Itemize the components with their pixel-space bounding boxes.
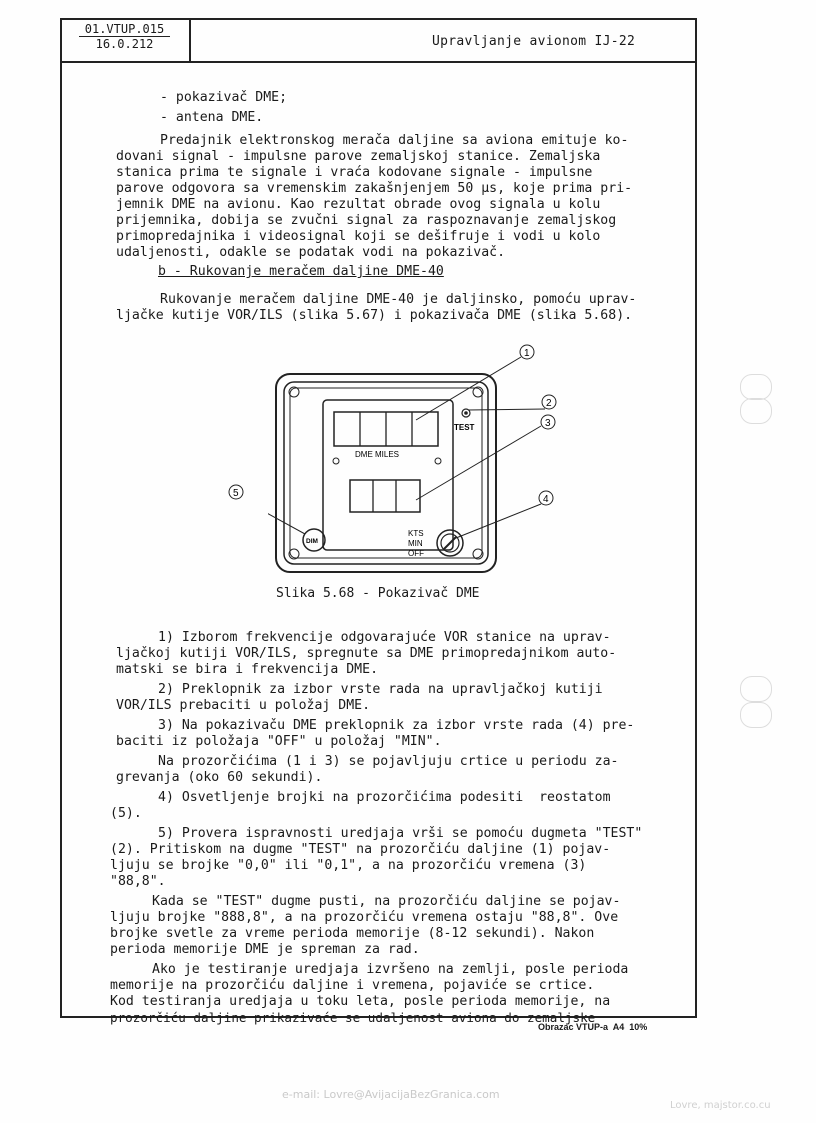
document-code-line2: 16.0.212 bbox=[95, 37, 154, 51]
step-line: perioda memorije DME je spreman za rad. bbox=[110, 942, 420, 957]
punch-hole-mark bbox=[740, 702, 772, 728]
leader-line bbox=[468, 409, 545, 410]
indicator-inner-bezel bbox=[284, 382, 488, 564]
svg-text:4: 4 bbox=[543, 494, 549, 505]
step-line: "88,8". bbox=[110, 874, 166, 889]
dim-label: DIM bbox=[306, 538, 318, 545]
step-line: memorije na prozorčiću daljine i vremena, pojaviće se crtice. bbox=[110, 978, 595, 993]
step-line: matski se bira i frekvencija DME. bbox=[116, 662, 379, 677]
step-line: Ako je testiranje uredjaja izvršeno na zemlji, posle perioda bbox=[152, 962, 629, 977]
body-line: dovani signal - impulsne parove zemaljskoj stanice. Zemaljska bbox=[116, 149, 601, 164]
callout-5 bbox=[226, 482, 246, 502]
body-line: jemnik DME na avionu. Kao rezultat obrade ovog signala u kolu bbox=[116, 197, 601, 212]
punch-hole-mark bbox=[740, 398, 772, 424]
figure-caption: Slika 5.68 - Pokazivač DME bbox=[276, 586, 480, 601]
display-panel bbox=[323, 400, 453, 550]
document-code-line1: 01.VTUP.015 bbox=[79, 22, 170, 37]
site-watermark: Lovre, majstor.co.cu bbox=[670, 1100, 771, 1111]
step-line: grevanja (oko 60 sekundi). bbox=[116, 770, 323, 785]
step-line: Kada se "TEST" dugme pusti, na prozorčiću daljine se pojav- bbox=[152, 894, 621, 909]
svg-text:1: 1 bbox=[524, 348, 530, 359]
intro-line: ljačke kutije VOR/ILS (slika 5.67) i pokazivača DME (slika 5.68). bbox=[116, 308, 633, 323]
body-line: Predajnik elektronskog merača daljine sa aviona emituje ko- bbox=[160, 133, 629, 148]
test-label: TEST bbox=[454, 423, 475, 432]
step-line: ljuju se brojke "0,0" ili "0,1", a na prozorčiću vremena (3) bbox=[110, 858, 587, 873]
step-line: (5). bbox=[110, 806, 142, 821]
section-heading: b - Rukovanje meračem daljine DME-40 bbox=[158, 264, 444, 279]
form-footer: Obrazac VTUP-a A4 10% bbox=[538, 1022, 648, 1032]
panel-screw bbox=[435, 458, 441, 464]
page-title: Upravljanje avionom IJ-22 bbox=[432, 34, 636, 49]
step-line: brojke svetle za vreme perioda memorije (8-12 sekundi). Nakon bbox=[110, 926, 595, 941]
punch-hole-mark bbox=[740, 374, 772, 400]
step-line: 4) Osvetljenje brojki na prozorčićima podesiti reostatom bbox=[158, 790, 611, 805]
leader-line bbox=[456, 504, 541, 538]
body-line: - antena DME. bbox=[160, 110, 264, 125]
email-watermark: e-mail: Lovre@AvijacijaBezGranica.com bbox=[282, 1088, 500, 1101]
step-line: ljuju brojke "888,8", a na prozorčiću vremena ostaju "88,8". Ove bbox=[110, 910, 619, 925]
step-line: Kod testiranja uredjaja u toku leta, posle perioda memorije, na bbox=[110, 994, 611, 1009]
intro-line: Rukovanje meračem daljine DME-40 je daljinsko, pomoću uprav- bbox=[160, 292, 637, 307]
step-line: (2). Pritiskom na dugme "TEST" na prozorčiću daljine (1) pojav- bbox=[110, 842, 611, 857]
body-line: stanica prima te signale i vraća kodovane signale - impulsne bbox=[116, 165, 593, 180]
body-line: parove odgovora sa vremenskim zakašnjenjem 50 µs, koje prima pri- bbox=[116, 181, 633, 196]
step-line: prozorčiću daljine prikazivaće se udaljenost aviona do zemaljske bbox=[110, 1010, 596, 1025]
step-line: ljačkoj kutiji VOR/ILS, spregnute sa DME primopredajnikom auto- bbox=[116, 646, 617, 661]
svg-text:2: 2 bbox=[546, 398, 552, 409]
step-line: 3) Na pokazivaču DME preklopnik za izbor vrste rada (4) pre- bbox=[158, 718, 635, 733]
body-line: prijemnika, dobija se zvučni signal za raspoznavanje zemaljskog bbox=[116, 213, 617, 228]
dme-indicator-figure bbox=[268, 340, 568, 580]
leader-line bbox=[268, 500, 305, 534]
dme-miles-label: DME MILES bbox=[355, 450, 400, 459]
body-line: udaljenosti, odakle se podatak vodi na pokazivač. bbox=[116, 245, 506, 260]
step-line: baciti iz položaja "OFF" u položaj "MIN". bbox=[116, 734, 442, 749]
time-window bbox=[350, 480, 420, 512]
kts-label: KTS bbox=[408, 529, 424, 538]
step-line: 2) Preklopnik za izbor vrste rada na upravljačkoj kutiji bbox=[158, 682, 603, 697]
body-line: - pokazivač DME; bbox=[160, 90, 288, 105]
step-line: 5) Provera ispravnosti uredjaja vrši se pomoću dugmeta "TEST" bbox=[158, 826, 643, 841]
off-label: OFF bbox=[408, 549, 424, 558]
svg-text:3: 3 bbox=[545, 418, 551, 429]
leader-line bbox=[416, 426, 541, 500]
step-line: Na prozorčićima (1 i 3) se pojavljuju crtice u periodu za- bbox=[158, 754, 619, 769]
step-line: 1) Izborom frekvencije odgovarajuće VOR stanice na uprav- bbox=[158, 630, 611, 645]
min-label: MIN bbox=[408, 539, 423, 548]
body-line: primopredajnika i videosignal koji se dešifruje i vodi u kolo bbox=[116, 229, 601, 244]
punch-hole-mark bbox=[740, 676, 772, 702]
svg-text:5: 5 bbox=[233, 488, 239, 499]
panel-screw bbox=[333, 458, 339, 464]
document-code-box bbox=[60, 18, 191, 62]
step-line: VOR/ILS prebaciti u položaj DME. bbox=[116, 698, 371, 713]
